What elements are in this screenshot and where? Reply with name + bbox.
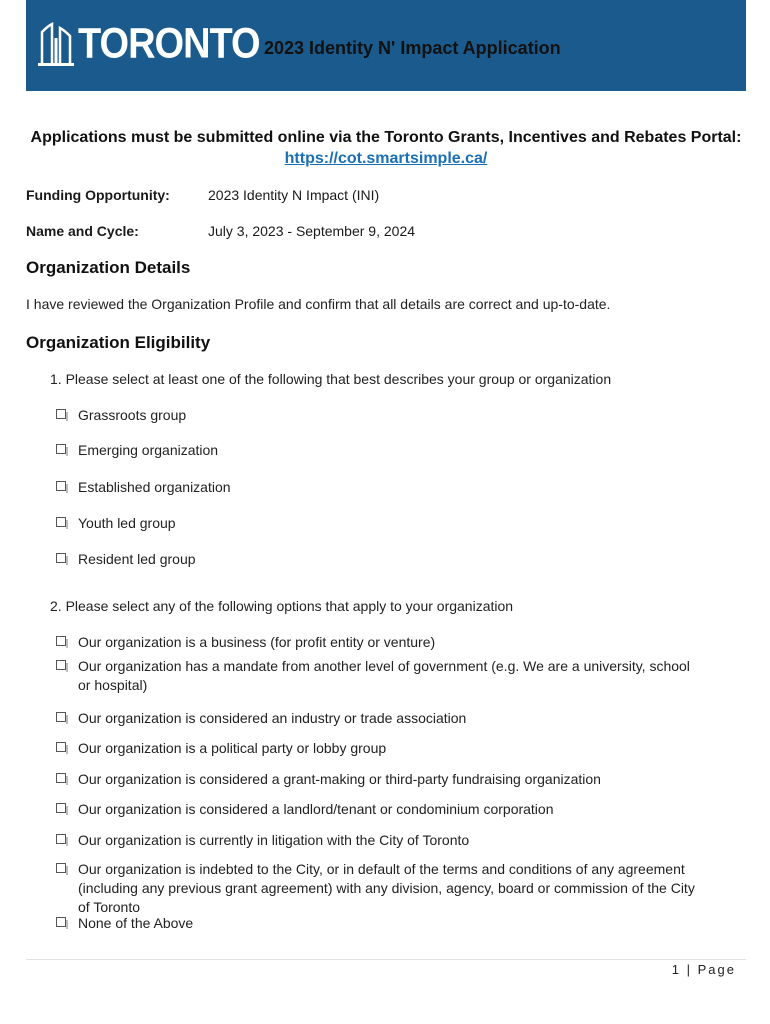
eligibility-heading: Organization Eligibility [26, 333, 211, 352]
checkbox-option[interactable] [56, 550, 196, 569]
logo-text: TORONTO [78, 19, 260, 67]
checkbox-option[interactable] [56, 633, 706, 652]
checkbox[interactable] [56, 773, 66, 783]
field-label: Name and Cycle: [26, 223, 139, 239]
checkbox-option[interactable] [56, 406, 186, 425]
question-2: 2. Please select any of the following options that apply to your organization [50, 598, 514, 614]
intro-sentence: Applications must be submitted online via the Toronto Grants, Incentives and Rebates Portal: [30, 129, 742, 146]
checkbox[interactable] [56, 517, 66, 527]
option-label: Youth led group [78, 515, 176, 531]
org-details-text: I have reviewed the Organization Profile and confirm that all details are correct and up-to-date. [26, 296, 611, 312]
option-label: Grassroots group [78, 407, 187, 423]
checkbox[interactable] [56, 409, 66, 419]
option-label: Established organization [78, 479, 231, 495]
checkbox-option[interactable] [56, 514, 176, 533]
option-label: None of the Above [78, 915, 194, 931]
page-number: 1 | Page [671, 962, 736, 977]
option-label: Our organization has a mandate from another level of government (e.g. We are a university, school or hospital) [78, 658, 690, 693]
city-hall-icon [38, 22, 74, 66]
option-label: Our organization is considered a landlord/tenant or condominium corporation [78, 801, 554, 817]
option-label: Our organization is currently in litigation with the City of Toronto [78, 832, 470, 848]
checkbox[interactable] [56, 917, 66, 927]
question-1: 1. Please select at least one of the following that best describes your group or organization [50, 371, 612, 387]
option-label: Resident led group [78, 551, 196, 567]
org-details-heading: Organization Details [26, 258, 191, 277]
option-label: Our organization is indebted to the City, or in default of the terms and conditions of any agreement (including any previous grant agreement) with any division, agency, board or commission of the City of Toronto [78, 861, 695, 915]
checkbox-option[interactable] [56, 441, 218, 460]
checkbox[interactable] [56, 834, 66, 844]
portal-link[interactable]: https://cot.smartsimple.ca/ [284, 150, 488, 167]
checkbox[interactable] [56, 444, 66, 454]
checkbox-option[interactable] [56, 800, 706, 819]
checkbox-option[interactable] [56, 657, 706, 695]
checkbox[interactable] [56, 636, 66, 646]
footer-divider [26, 959, 746, 960]
checkbox[interactable] [56, 481, 66, 491]
checkbox[interactable] [56, 660, 66, 670]
option-label: Emerging organization [78, 442, 219, 458]
checkbox[interactable] [56, 803, 66, 813]
toronto-logo [38, 16, 260, 72]
field-value: 2023 Identity N Impact (INI) [208, 187, 380, 203]
checkbox[interactable] [56, 553, 66, 563]
checkbox-option[interactable] [56, 860, 696, 917]
intro-text [26, 127, 746, 169]
option-label: Our organization is a political party or lobby group [78, 740, 387, 756]
field-label: Funding Opportunity: [26, 187, 170, 203]
checkbox-option[interactable] [56, 739, 706, 758]
option-label: Our organization is considered a grant-making or third-party fundraising organization [78, 771, 601, 787]
header-banner [26, 0, 746, 91]
checkbox[interactable] [56, 712, 66, 722]
option-label: Our organization is considered an industry or trade association [78, 710, 467, 726]
checkbox-option[interactable] [56, 914, 706, 933]
checkbox-option[interactable] [56, 709, 706, 728]
page-title: 2023 Identity N' Impact Application [264, 38, 561, 58]
checkbox[interactable] [56, 863, 66, 873]
checkbox-option[interactable] [56, 831, 706, 850]
field-value: July 3, 2023 - September 9, 2024 [208, 223, 416, 239]
checkbox-option[interactable] [56, 478, 231, 497]
checkbox[interactable] [56, 742, 66, 752]
checkbox-option[interactable] [56, 770, 706, 789]
option-label: Our organization is a business (for profit entity or venture) [78, 634, 436, 650]
